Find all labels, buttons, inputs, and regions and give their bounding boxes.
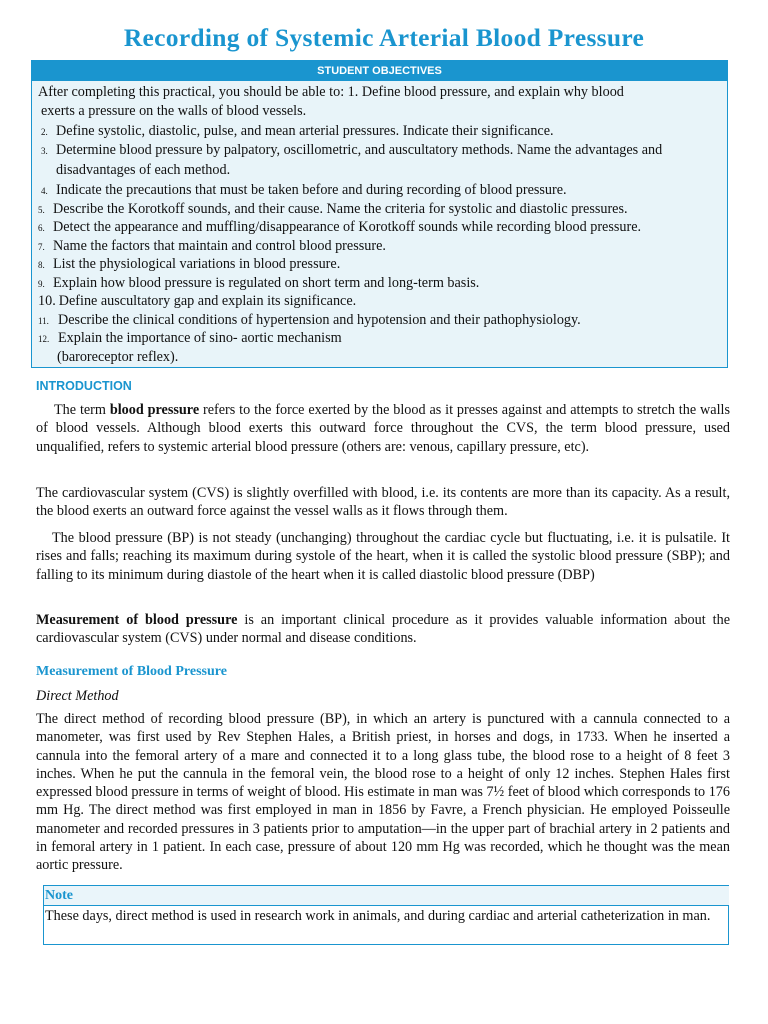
objective-number: 2. xyxy=(41,127,48,137)
objective-item xyxy=(41,141,662,160)
intro-p4-bold: Measurement of blood pressure xyxy=(36,612,238,628)
intro-p1-bold: blood pressure xyxy=(109,402,200,418)
objective-item xyxy=(41,122,554,141)
objective-number: 9. xyxy=(38,279,45,289)
objective-text: List the physiological variations in blood pressure. xyxy=(53,256,341,272)
objective-text: Determine blood pressure by palpatory, oscillometric, and auscultatory methods. Name the advantages and xyxy=(56,142,663,158)
objectives-box xyxy=(31,60,728,368)
intro-paragraph-1 xyxy=(36,401,730,456)
intro-p1-text: The term xyxy=(54,402,110,418)
objective-number: 4. xyxy=(41,186,48,196)
objective-continuation: (baroreceptor reflex). xyxy=(57,349,179,365)
objectives-header: STUDENT OBJECTIVES xyxy=(32,61,727,81)
measurement-heading: Measurement of Blood Pressure xyxy=(36,664,227,679)
objective-continuation: disadvantages of each method. xyxy=(56,162,231,178)
objective-text: Explain how blood pressure is regulated on short term and long-term basis. xyxy=(53,275,480,291)
objective-item xyxy=(38,255,340,274)
note-text: These days, direct method is used in research work in animals, and during cardiac and arterial catheterization in man. xyxy=(45,908,711,924)
intro-paragraph-3: The blood pressure (BP) is not steady (unchanging) throughout the cardiac cycle but fluctuating, i.e. it is pulsatile. It rises and falls; reaching its maximum during systole of the heart, when it is called the systolic blood pressure (SBP); and falling to its minimum during diastole of the heart when it is called diastolic blood pressure (DBP) xyxy=(36,530,730,583)
objective-number: 6. xyxy=(38,223,45,233)
objective-item xyxy=(38,311,581,330)
objective-text: Describe the Korotkoff sounds, and their cause. Name the criteria for systolic and diastolic pressures. xyxy=(53,201,628,217)
objective-number: 10. xyxy=(38,293,56,309)
objective-text: Explain the importance of sino- aortic mechanism xyxy=(58,330,342,346)
note-box xyxy=(43,885,729,945)
objective-item xyxy=(41,181,567,200)
objectives-intro-line-1: After completing this practical, you should be able to: 1. Define blood pressure, and explain why blood xyxy=(38,84,624,100)
intro-p1-text-2: refers to the force exerted by the blood as it presses against and attempts to stretch the walls of blood vessels. Although blood exerts this outward force throughout the CVS, the term blood pressure, used unqualified, refers to systemic arterial blood pressure (others are: venous, capillary pressure, etc). xyxy=(36,402,730,455)
objective-item xyxy=(38,237,386,256)
page-title: Recording of Systemic Arterial Blood Pressure xyxy=(123,23,645,52)
introduction-heading: INTRODUCTION xyxy=(36,379,132,393)
objectives-intro-line-2: exerts a pressure on the walls of blood vessels. xyxy=(41,103,307,119)
objective-text: Name the factors that maintain and control blood pressure. xyxy=(53,238,386,254)
objective-text: Describe the clinical conditions of hypertension and hypotension and their pathophysiology. xyxy=(58,312,581,328)
objective-text: Indicate the precautions that must be taken before and during recording of blood pressure. xyxy=(56,182,567,198)
objective-number: 3. xyxy=(41,146,48,156)
direct-method-subheading: Direct Method xyxy=(36,688,119,704)
objective-number: 8. xyxy=(38,260,45,270)
objective-text: Define systolic, diastolic, pulse, and mean arterial pressures. Indicate their significance. xyxy=(56,123,554,139)
objective-text: Define auscultatory gap and explain its significance. xyxy=(58,293,357,309)
intro-paragraph-2: The cardiovascular system (CVS) is slightly overfilled with blood, i.e. its contents are more than its capacity. As a result, the blood exerts an outward force against the vessel walls as it flows through them. xyxy=(36,485,730,520)
objective-item xyxy=(38,200,628,219)
objective-number: 11. xyxy=(38,316,49,326)
objective-number: 7. xyxy=(38,242,45,252)
note-heading: Note xyxy=(44,886,729,906)
objective-number: 5. xyxy=(38,205,45,215)
objective-text: Detect the appearance and muffling/disappearance of Korotkoff sounds while recording blood pressure. xyxy=(53,219,642,235)
intro-p4-text: is an important clinical procedure as it provides valuable information about the cardiovascular system (CVS) under normal and disease conditions. xyxy=(36,612,730,647)
objective-number: 12. xyxy=(38,334,50,344)
objective-item xyxy=(38,329,342,348)
objective-item xyxy=(38,218,641,237)
objective-item xyxy=(38,274,479,293)
intro-paragraph-4 xyxy=(36,611,730,648)
direct-method-paragraph: The direct method of recording blood pressure (BP), in which an artery is punctured with a cannula connected to a manometer, was first used by Rev Stephen Hales, a British priest, in horses and dogs, in 1733. When he inserted a cannula into the femoral artery of a mare and connected it to a long glass tube, the blood rose to a height of 8 feet 3 inches. When he put the cannula in the femoral vein, the blood rose to a height of only 12 inches. Stephen Hales first expressed blood pressure in terms of weight of blood. His estimate in man was 7½ feet of blood which corresponds to 176 mm Hg. The direct method was first employed in man in 1856 by Favre, a French physician. He employed Poisseulle manometer and recorded pressures in 3 patients prior to amputation—in the upper part of brachial artery in 2 patients and in femoral artery in 1 patient. In each case, pressure of about 120 mm Hg was recorded, which he thought was the mean aortic pressure. xyxy=(36,711,730,874)
objective-item xyxy=(38,292,356,310)
